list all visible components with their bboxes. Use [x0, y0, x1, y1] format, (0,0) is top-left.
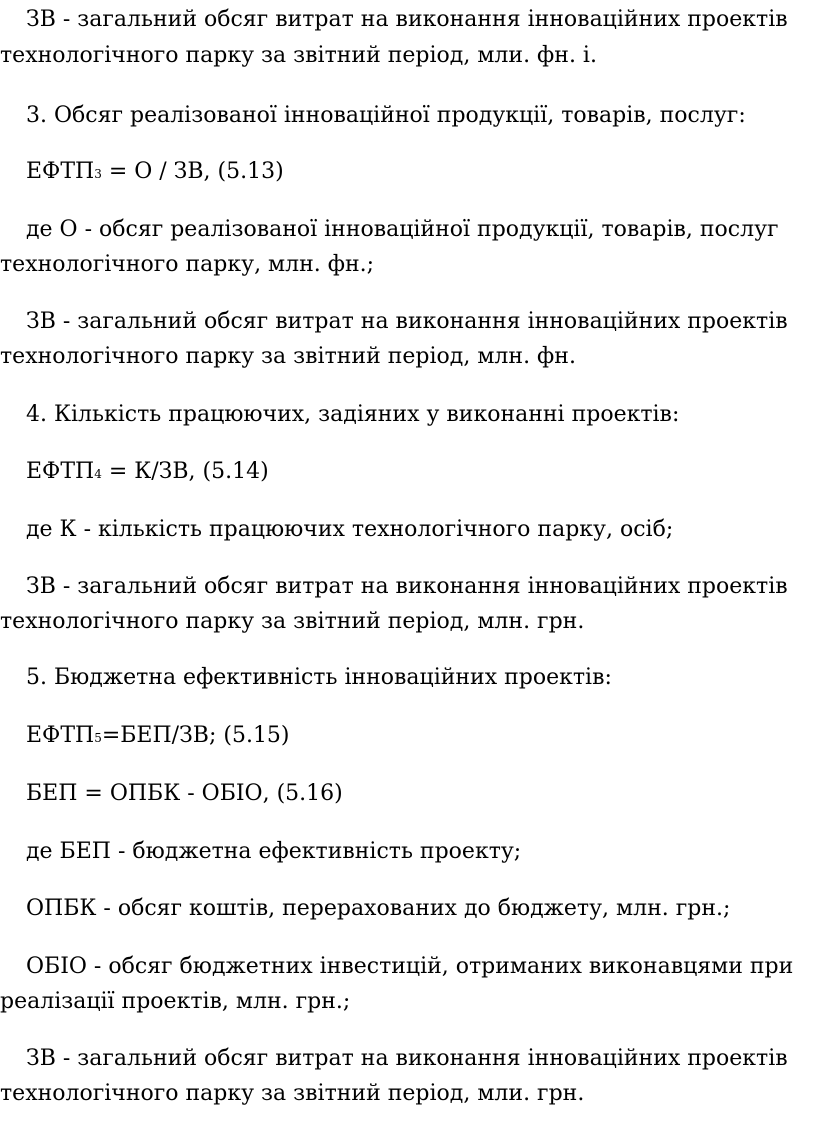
definition-opbk-line: ОПБК - обсяг коштів, перерахованих до бюджету, млн. грн.; [26, 896, 731, 921]
formula-5-16: БЕП = ОПБК - ОБІО, (5.16) [26, 781, 343, 806]
definition-bep-line: де БЕП - бюджетна ефективність проекту; [26, 839, 522, 864]
section-3-heading: 3. Обсяг реалізованої інноваційної продукції, товарів, послуг: [26, 103, 746, 128]
definition-zv-line-1: ЗВ - загальний обсяг витрат на виконання інноваційних проектів [26, 574, 788, 599]
definition-zv-line-1: ЗВ - загальний обсяг витрат на виконання інноваційних проектів [26, 7, 788, 32]
formula-5-14 [0, 458, 816, 488]
section-4-heading: 4. Кількість працюючих, задіяних у виконанні проектів: [26, 402, 680, 427]
definition-o-line-2: технологічного парку, млн. фн.; [0, 252, 375, 277]
formula-symbol: ЕФТП [26, 459, 95, 484]
definition-zv-line-2: технологічного парку за звітний період, мли. фн. і. [0, 43, 597, 68]
formula-expression: = О / ЗВ, (5.13) [101, 159, 284, 184]
formula-symbol: ЕФТП [26, 159, 95, 184]
definition-zv-line-2: технологічного парку за звітний період, мли. грн. [0, 1081, 585, 1106]
definition-o-line-1: де О - обсяг реалізованої інноваційної продукції, товарів, послуг [26, 217, 779, 242]
formula-subscript: 3 [94, 167, 102, 181]
formula-symbol: ЕФТП [26, 723, 95, 748]
definition-zv-line-2: технологічного парку за звітний період, млн. фн. [0, 344, 576, 369]
definition-zv-line-1: ЗВ - загальний обсяг витрат на виконання інноваційних проектів [26, 309, 788, 334]
section-5-heading: 5. Бюджетна ефективність інноваційних проектів: [26, 665, 612, 690]
definition-obio-line-2: реалізації проектів, млн. грн.; [0, 989, 351, 1014]
formula-5-13 [0, 158, 816, 188]
definition-zv-line-2: технологічного парку за звітний період, млн. грн. [0, 609, 585, 634]
formula-5-15 [0, 722, 816, 752]
definition-k-line: де К - кількість працюючих технологічного парку, осіб; [26, 517, 674, 542]
formula-expression: =БЕП/ЗВ; (5.15) [101, 723, 290, 748]
formula-expression: = К/ЗВ, (5.14) [101, 459, 269, 484]
definition-obio-line-1: ОБІО - обсяг бюджетних інвестицій, отриманих виконавцями при [26, 954, 794, 979]
formula-subscript: 5 [94, 731, 102, 745]
definition-zv-line-1: ЗВ - загальний обсяг витрат на виконання інноваційних проектів [26, 1046, 788, 1071]
formula-subscript: 4 [94, 467, 102, 481]
